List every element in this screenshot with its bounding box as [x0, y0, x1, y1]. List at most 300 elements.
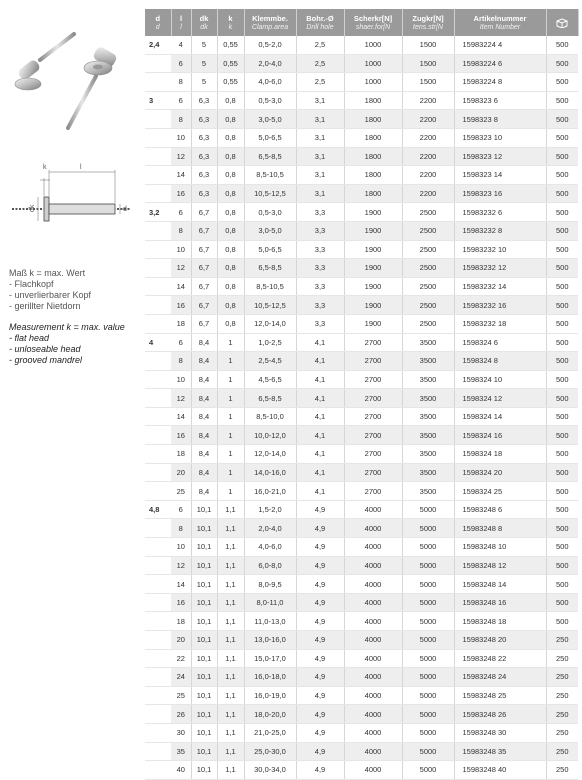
table-row	[145, 221, 578, 240]
cell-package-qty: 500	[546, 240, 578, 259]
header-sublabel: tens.str[N	[413, 23, 443, 31]
cell-package-qty: 250	[546, 631, 578, 650]
cell-drill-hole: 2,5	[296, 73, 344, 92]
cell-shear-force: 2700	[344, 370, 402, 389]
cell-shear-force: 1800	[344, 184, 402, 203]
cell-tensile-strength: 2200	[402, 110, 454, 129]
cell-tensile-strength: 5000	[402, 538, 454, 557]
cell-drill-hole: 3,3	[296, 203, 344, 222]
cell-l: 6	[171, 333, 191, 352]
cell-tensile-strength: 3500	[402, 370, 454, 389]
cell-k: 1,1	[217, 593, 244, 612]
cell-package-qty: 500	[546, 110, 578, 129]
cell-drill-hole: 4,1	[296, 407, 344, 426]
cell-shear-force: 1900	[344, 221, 402, 240]
cell-shear-force: 1800	[344, 166, 402, 185]
cell-item-number: 1598324 18	[454, 445, 546, 464]
cell-clamp-area: 5,0-6,5	[244, 128, 296, 147]
cell-dk: 10,1	[191, 668, 217, 687]
cell-drill-hole: 3,3	[296, 240, 344, 259]
cell-k: 1,1	[217, 612, 244, 631]
cell-item-number: 15983224 8	[454, 73, 546, 92]
cell-item-number: 1598324 16	[454, 426, 546, 445]
cell-item-number: 15983248 16	[454, 593, 546, 612]
cell-tensile-strength: 3500	[402, 445, 454, 464]
cell-d	[145, 128, 171, 147]
cell-k: 0,8	[217, 221, 244, 240]
cell-l: 20	[171, 631, 191, 650]
cell-shear-force: 4000	[344, 575, 402, 594]
cell-package-qty: 500	[546, 128, 578, 147]
cell-l: 24	[171, 668, 191, 687]
cell-tensile-strength: 2200	[402, 166, 454, 185]
cell-package-qty: 250	[546, 649, 578, 668]
cell-shear-force: 2700	[344, 389, 402, 408]
cell-d	[145, 723, 171, 742]
cell-drill-hole: 2,5	[296, 54, 344, 73]
notes-english	[9, 322, 125, 366]
cell-k: 0,8	[217, 166, 244, 185]
table-row	[145, 203, 578, 222]
cell-dk: 10,1	[191, 631, 217, 650]
table-row	[145, 166, 578, 185]
cell-clamp-area: 6,0-8,0	[244, 556, 296, 575]
cell-d	[145, 259, 171, 278]
cell-tensile-strength: 5000	[402, 742, 454, 761]
header-sublabel: Drill hole	[306, 23, 334, 31]
cell-clamp-area: 16,0-21,0	[244, 482, 296, 501]
cell-drill-hole: 4,1	[296, 463, 344, 482]
cell-shear-force: 4000	[344, 538, 402, 557]
cell-tensile-strength: 1500	[402, 36, 454, 54]
cell-d	[145, 705, 171, 724]
table-header-row	[145, 9, 578, 36]
cell-dk: 8,4	[191, 445, 217, 464]
cell-l: 22	[171, 649, 191, 668]
cell-item-number: 15983224 4	[454, 36, 546, 54]
cell-k: 1,1	[217, 761, 244, 780]
header-label: Scherkr[N]	[353, 13, 393, 23]
cell-item-number: 1598324 12	[454, 389, 546, 408]
table-row	[145, 612, 578, 631]
cell-k: 0,8	[217, 184, 244, 203]
cell-dk: 6,3	[191, 166, 217, 185]
header-label: Klemmbe.	[252, 13, 288, 23]
cell-l: 14	[171, 166, 191, 185]
cell-clamp-area: 3,0-5,0	[244, 221, 296, 240]
header-dk	[191, 9, 217, 36]
table-row	[145, 761, 578, 780]
cell-k: 1,1	[217, 631, 244, 650]
cell-k: 1	[217, 445, 244, 464]
cell-package-qty: 500	[546, 482, 578, 501]
cell-shear-force: 1800	[344, 147, 402, 166]
cell-package-qty: 500	[546, 166, 578, 185]
cell-d	[145, 184, 171, 203]
cell-d	[145, 742, 171, 761]
cell-drill-hole: 3,3	[296, 259, 344, 278]
cell-clamp-area: 2,0-4,0	[244, 519, 296, 538]
cell-k: 1	[217, 463, 244, 482]
cell-clamp-area: 13,0-16,0	[244, 631, 296, 650]
table-row	[145, 593, 578, 612]
cell-item-number: 1598323 16	[454, 184, 546, 203]
cell-item-number: 15983248 20	[454, 631, 546, 650]
cell-dk: 6,3	[191, 128, 217, 147]
cell-shear-force: 1900	[344, 259, 402, 278]
cell-d	[145, 389, 171, 408]
cell-shear-force: 2700	[344, 463, 402, 482]
cell-package-qty: 500	[546, 36, 578, 54]
cell-k: 0,8	[217, 296, 244, 315]
cell-shear-force: 1800	[344, 110, 402, 129]
cell-d	[145, 575, 171, 594]
header-sublabel: Clamp.area	[251, 23, 289, 31]
cell-k: 1	[217, 333, 244, 352]
cell-dk: 8,4	[191, 333, 217, 352]
table-row	[145, 556, 578, 575]
cell-drill-hole: 4,9	[296, 575, 344, 594]
cell-tensile-strength: 2500	[402, 240, 454, 259]
cell-shear-force: 4000	[344, 556, 402, 575]
header-label: Zugkr[N]	[412, 13, 444, 23]
table-row	[145, 538, 578, 557]
cell-dk: 10,1	[191, 519, 217, 538]
table-row	[145, 73, 578, 92]
cell-dk: 10,1	[191, 705, 217, 724]
cell-l: 18	[171, 612, 191, 631]
cell-k: 1,1	[217, 723, 244, 742]
cell-package-qty: 500	[546, 259, 578, 278]
cell-item-number: 15983248 12	[454, 556, 546, 575]
header-d	[145, 9, 171, 36]
cell-clamp-area: 0,5-3,0	[244, 203, 296, 222]
cell-clamp-area: 1,5-2,0	[244, 500, 296, 519]
cell-dk: 8,4	[191, 407, 217, 426]
cell-package-qty: 250	[546, 742, 578, 761]
cell-dk: 8,4	[191, 370, 217, 389]
cell-tensile-strength: 3500	[402, 482, 454, 501]
cell-clamp-area: 6,5-8,5	[244, 259, 296, 278]
table-row	[145, 705, 578, 724]
cell-dk: 8,4	[191, 426, 217, 445]
cell-l: 20	[171, 463, 191, 482]
header-label: l	[179, 13, 183, 23]
cell-l: 10	[171, 128, 191, 147]
cell-k: 1,1	[217, 500, 244, 519]
header-sublabel: l	[180, 23, 182, 31]
cell-l: 10	[171, 538, 191, 557]
cell-package-qty: 500	[546, 221, 578, 240]
cell-d	[145, 147, 171, 166]
cell-shear-force: 4000	[344, 761, 402, 780]
cell-tensile-strength: 2500	[402, 259, 454, 278]
cell-package-qty: 250	[546, 705, 578, 724]
table-row	[145, 686, 578, 705]
cell-k: 0,8	[217, 240, 244, 259]
cell-clamp-area: 8,5-10,0	[244, 407, 296, 426]
header-package-qty	[546, 9, 578, 36]
cell-l: 14	[171, 407, 191, 426]
cell-k: 1,1	[217, 686, 244, 705]
cell-shear-force: 4000	[344, 612, 402, 631]
cell-k: 0,55	[217, 36, 244, 54]
cell-d	[145, 538, 171, 557]
cell-item-number: 1598324 25	[454, 482, 546, 501]
cell-shear-force: 1000	[344, 36, 402, 54]
cell-package-qty: 500	[546, 538, 578, 557]
cell-drill-hole: 3,1	[296, 166, 344, 185]
cell-tensile-strength: 2200	[402, 128, 454, 147]
cell-drill-hole: 4,1	[296, 352, 344, 371]
cell-drill-hole: 4,9	[296, 761, 344, 780]
cell-drill-hole: 4,9	[296, 631, 344, 650]
notes-german	[9, 268, 91, 312]
cell-shear-force: 4000	[344, 500, 402, 519]
header-sublabel: Item Number	[479, 23, 521, 31]
cell-k: 0,8	[217, 128, 244, 147]
cell-tensile-strength: 3500	[402, 426, 454, 445]
cell-package-qty: 500	[546, 352, 578, 371]
cell-drill-hole: 4,9	[296, 593, 344, 612]
cell-package-qty: 250	[546, 723, 578, 742]
table-row	[145, 426, 578, 445]
table-row	[145, 519, 578, 538]
cell-package-qty: 500	[546, 389, 578, 408]
cell-d	[145, 463, 171, 482]
cell-clamp-area: 15,0-17,0	[244, 649, 296, 668]
cell-k: 1,1	[217, 556, 244, 575]
cell-l: 16	[171, 296, 191, 315]
cell-package-qty: 500	[546, 370, 578, 389]
cell-drill-hole: 4,9	[296, 612, 344, 631]
cell-drill-hole: 4,1	[296, 370, 344, 389]
cell-dk: 6,7	[191, 277, 217, 296]
cell-item-number: 1598324 8	[454, 352, 546, 371]
cell-clamp-area: 14,0-16,0	[244, 463, 296, 482]
cell-drill-hole: 4,1	[296, 389, 344, 408]
cell-l: 12	[171, 556, 191, 575]
rivet-product-image	[6, 26, 126, 141]
cell-l: 25	[171, 686, 191, 705]
cell-d	[145, 631, 171, 650]
cell-l: 18	[171, 314, 191, 333]
table-row	[145, 296, 578, 315]
cell-package-qty: 500	[546, 593, 578, 612]
cell-drill-hole: 3,3	[296, 221, 344, 240]
table-row	[145, 463, 578, 482]
table-row	[145, 407, 578, 426]
cell-package-qty: 500	[546, 426, 578, 445]
cell-l: 6	[171, 91, 191, 110]
cell-shear-force: 1800	[344, 128, 402, 147]
cell-clamp-area: 2,0-4,0	[244, 54, 296, 73]
cell-tensile-strength: 3500	[402, 352, 454, 371]
table-row	[145, 91, 578, 110]
cell-dk: 5	[191, 73, 217, 92]
cell-package-qty: 500	[546, 575, 578, 594]
diagram-label-l: l	[80, 164, 82, 171]
cell-k: 1	[217, 482, 244, 501]
cell-shear-force: 1800	[344, 91, 402, 110]
cell-tensile-strength: 2500	[402, 296, 454, 315]
cell-item-number: 15983232 10	[454, 240, 546, 259]
cell-dk: 10,1	[191, 649, 217, 668]
table-row	[145, 259, 578, 278]
cell-drill-hole: 4,1	[296, 426, 344, 445]
cell-item-number: 1598324 10	[454, 370, 546, 389]
cell-dk: 6,7	[191, 259, 217, 278]
cell-package-qty: 500	[546, 612, 578, 631]
header-k	[217, 9, 244, 36]
cell-clamp-area: 8,5-10,5	[244, 166, 296, 185]
cell-dk: 10,1	[191, 593, 217, 612]
cell-drill-hole: 4,9	[296, 705, 344, 724]
cell-shear-force: 2700	[344, 445, 402, 464]
cell-drill-hole: 4,1	[296, 482, 344, 501]
cell-item-number: 1598323 8	[454, 110, 546, 129]
cell-d	[145, 166, 171, 185]
cell-l: 16	[171, 184, 191, 203]
cell-clamp-area: 18,0-20,0	[244, 705, 296, 724]
header-drill-hole	[296, 9, 344, 36]
table-row	[145, 240, 578, 259]
cell-item-number: 1598324 14	[454, 407, 546, 426]
cell-dk: 5	[191, 36, 217, 54]
rivet-dimension-diagram	[10, 160, 135, 240]
cell-clamp-area: 10,0-12,0	[244, 426, 296, 445]
cell-tensile-strength: 2500	[402, 221, 454, 240]
cell-clamp-area: 4,0-6,0	[244, 73, 296, 92]
cell-l: 26	[171, 705, 191, 724]
cell-k: 1,1	[217, 742, 244, 761]
cell-drill-hole: 3,1	[296, 184, 344, 203]
note-line-de: - Flachkopf	[9, 279, 54, 289]
cell-clamp-area: 30,0-34,0	[244, 761, 296, 780]
cell-d: 3,2	[145, 203, 171, 222]
cell-l: 18	[171, 445, 191, 464]
cell-drill-hole: 4,9	[296, 500, 344, 519]
cell-dk: 10,1	[191, 500, 217, 519]
cell-clamp-area: 10,5-12,5	[244, 296, 296, 315]
diagram-label-k: k	[43, 164, 47, 171]
cell-item-number: 1598324 6	[454, 333, 546, 352]
cell-l: 16	[171, 426, 191, 445]
cell-d	[145, 221, 171, 240]
table-row	[145, 370, 578, 389]
cell-package-qty: 500	[546, 519, 578, 538]
table-row	[145, 668, 578, 687]
cell-shear-force: 2700	[344, 426, 402, 445]
cell-tensile-strength: 2200	[402, 147, 454, 166]
cell-d	[145, 482, 171, 501]
cell-package-qty: 500	[546, 407, 578, 426]
cell-k: 1	[217, 426, 244, 445]
cell-tensile-strength: 5000	[402, 593, 454, 612]
cell-item-number: 15983232 16	[454, 296, 546, 315]
cell-dk: 10,1	[191, 742, 217, 761]
cell-dk: 10,1	[191, 686, 217, 705]
cell-clamp-area: 8,5-10,5	[244, 277, 296, 296]
table-row	[145, 723, 578, 742]
cell-clamp-area: 25,0-30,0	[244, 742, 296, 761]
note-line-en: - flat head	[9, 333, 50, 343]
cell-clamp-area: 12,0-14,0	[244, 445, 296, 464]
cell-l: 14	[171, 575, 191, 594]
cell-k: 1	[217, 389, 244, 408]
cell-tensile-strength: 1500	[402, 54, 454, 73]
cell-l: 40	[171, 761, 191, 780]
cell-tensile-strength: 5000	[402, 556, 454, 575]
cell-shear-force: 1000	[344, 73, 402, 92]
cell-dk: 6,3	[191, 91, 217, 110]
cell-tensile-strength: 5000	[402, 519, 454, 538]
header-sublabel: k	[228, 23, 233, 31]
cell-dk: 8,4	[191, 463, 217, 482]
cell-drill-hole: 4,1	[296, 445, 344, 464]
cell-shear-force: 4000	[344, 742, 402, 761]
cell-dk: 10,1	[191, 723, 217, 742]
cell-shear-force: 2700	[344, 352, 402, 371]
cell-shear-force: 1000	[344, 54, 402, 73]
cell-package-qty: 500	[546, 91, 578, 110]
header-item-number	[454, 9, 546, 36]
cell-l: 8	[171, 352, 191, 371]
cell-clamp-area: 2,5-4,5	[244, 352, 296, 371]
cell-d	[145, 73, 171, 92]
cell-l: 10	[171, 240, 191, 259]
cell-item-number: 15983248 40	[454, 761, 546, 780]
cell-clamp-area: 4,5-6,5	[244, 370, 296, 389]
cell-item-number: 1598323 6	[454, 91, 546, 110]
cell-l: 12	[171, 259, 191, 278]
cell-item-number: 15983248 18	[454, 612, 546, 631]
table-row	[145, 575, 578, 594]
cell-d	[145, 649, 171, 668]
cell-clamp-area: 11,0-13,0	[244, 612, 296, 631]
cell-tensile-strength: 3500	[402, 463, 454, 482]
cell-drill-hole: 3,1	[296, 91, 344, 110]
cell-item-number: 15983232 18	[454, 314, 546, 333]
cell-shear-force: 1900	[344, 277, 402, 296]
cell-tensile-strength: 2200	[402, 91, 454, 110]
cell-tensile-strength: 3500	[402, 333, 454, 352]
cell-tensile-strength: 5000	[402, 723, 454, 742]
cell-shear-force: 1900	[344, 203, 402, 222]
cell-d	[145, 426, 171, 445]
cell-k: 0,8	[217, 259, 244, 278]
table-row	[145, 500, 578, 519]
cell-item-number: 1598323 14	[454, 166, 546, 185]
cell-item-number: 15983248 14	[454, 575, 546, 594]
cell-dk: 10,1	[191, 761, 217, 780]
header-tensile-strength	[402, 9, 454, 36]
header-label: d	[155, 13, 161, 23]
cell-k: 0,8	[217, 110, 244, 129]
cell-drill-hole: 3,3	[296, 296, 344, 315]
cell-clamp-area: 10,5-12,5	[244, 184, 296, 203]
cell-clamp-area: 1,0-2,5	[244, 333, 296, 352]
cell-item-number: 15983232 14	[454, 277, 546, 296]
cell-d	[145, 314, 171, 333]
cell-shear-force: 1900	[344, 240, 402, 259]
table-row	[145, 742, 578, 761]
cell-tensile-strength: 5000	[402, 761, 454, 780]
diagram-label-d: d	[123, 206, 127, 213]
cell-item-number: 15983248 8	[454, 519, 546, 538]
cell-dk: 6,7	[191, 221, 217, 240]
cell-l: 12	[171, 389, 191, 408]
